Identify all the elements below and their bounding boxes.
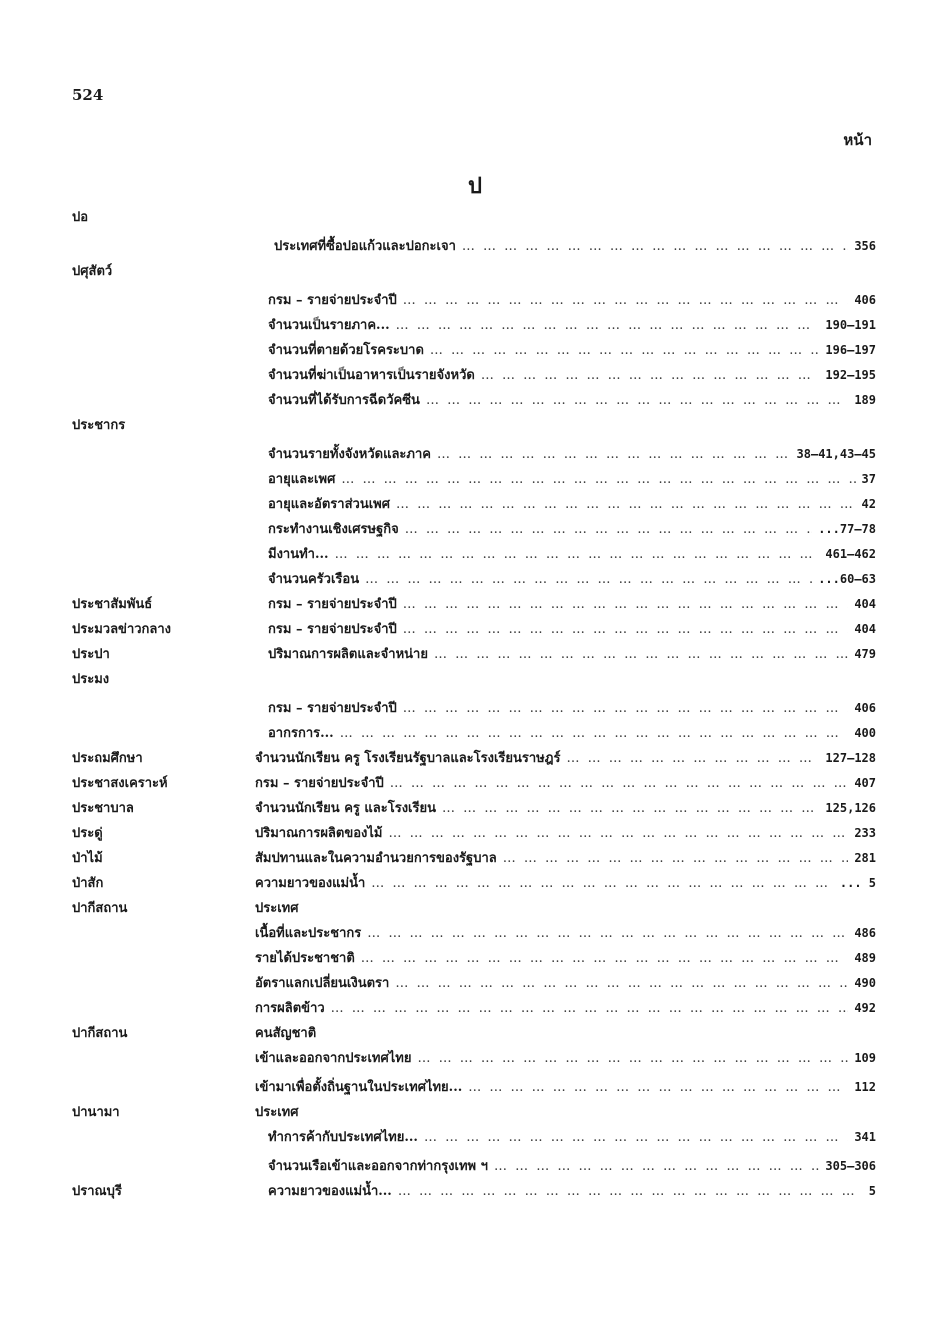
page-reference: 196–197 <box>825 343 876 357</box>
page-reference: 492 <box>854 1001 876 1015</box>
subentry-text: ประเทศที่ซื้อปอแก้วและปอกะเจา <box>274 239 456 254</box>
index-subentry <box>255 896 876 921</box>
index-row <box>72 442 876 467</box>
index-heading: ปากีสถาน <box>72 901 128 916</box>
index-subentry <box>255 821 876 846</box>
leader-dots <box>341 467 855 492</box>
index-subentry <box>255 1046 876 1071</box>
index-row <box>72 388 876 413</box>
subentry-text: อากรการ... <box>268 726 334 741</box>
index-subentry <box>268 617 876 642</box>
index-heading: ปราณบุรี <box>72 1184 122 1199</box>
index-row <box>72 642 876 667</box>
page-reference: 109 <box>854 1051 876 1065</box>
index-row <box>72 1075 876 1100</box>
page-reference: 400 <box>854 726 876 740</box>
leader-dots <box>398 1179 863 1204</box>
subentry-text: จำนวนที่ตายด้วยโรคระบาด <box>268 343 424 358</box>
index-subentry <box>255 796 876 821</box>
index-subentry <box>255 846 876 871</box>
index-heading: ประมง <box>72 672 110 687</box>
index-subentry <box>268 288 876 313</box>
subentry-text: ประเทศ <box>255 1105 299 1120</box>
index-row <box>72 1154 876 1179</box>
index-row <box>72 1046 876 1071</box>
leader-dots <box>503 846 849 871</box>
index-subentry <box>268 517 876 542</box>
subentry-text: จำนวนเรือเข้าและออกจากท่ากรุงเทพ ฯ <box>268 1159 488 1174</box>
leader-dots <box>395 971 848 996</box>
subentry-text: กระทำงานเชิงเศรษฐกิจ <box>268 522 399 537</box>
subentry-text: ประเทศ <box>255 901 299 916</box>
page-reference: 281 <box>854 851 876 865</box>
leader-dots <box>442 796 819 821</box>
leader-dots <box>403 696 849 721</box>
index-heading: ประชากร <box>72 418 126 433</box>
index-subentry <box>255 921 876 946</box>
leader-dots <box>389 821 849 846</box>
index-row <box>72 667 876 692</box>
page-reference: 5 <box>868 1184 876 1198</box>
subentry-text: สัมปทานและในความอำนวยการของรัฐบาล <box>255 851 497 866</box>
index-row <box>72 796 876 821</box>
leader-dots <box>367 921 848 946</box>
subentry-text: อายุและอัตราส่วนเพศ <box>268 497 390 512</box>
index-row <box>72 771 876 796</box>
index-row <box>72 234 876 259</box>
index-entries <box>72 205 876 1204</box>
index-subentry <box>268 492 876 517</box>
index-row <box>72 821 876 846</box>
leader-dots <box>424 1125 848 1150</box>
index-subentry <box>268 642 876 667</box>
subentry-text: คนสัญชาติ <box>255 1026 317 1041</box>
index-heading: ประมวลข่าวกลาง <box>72 622 172 637</box>
page-reference: 112 <box>854 1080 876 1094</box>
index-row <box>72 413 876 438</box>
index-row <box>72 363 876 388</box>
subentry-text: ปริมาณการผลิตของไม้ <box>255 826 383 841</box>
leader-dots <box>340 721 849 746</box>
index-subentry <box>255 1100 876 1125</box>
leader-dots <box>462 234 848 259</box>
index-subentry <box>268 1154 876 1179</box>
index-heading: ปศุสัตว์ <box>72 264 113 279</box>
leader-dots <box>396 492 856 517</box>
index-subentry <box>268 467 876 492</box>
leader-dots <box>403 617 849 642</box>
subentry-text: จำนวนนักเรียน ครู และโรงเรียน <box>255 801 436 816</box>
index-row <box>72 467 876 492</box>
page-reference: 486 <box>854 926 876 940</box>
subentry-text: มีงานทำ... <box>268 547 329 562</box>
index-row <box>72 1021 876 1046</box>
leader-dots <box>434 642 848 667</box>
index-row <box>72 288 876 313</box>
subentry-text: อายุและเพศ <box>268 472 336 487</box>
index-heading: ประชาสัมพันธ์ <box>72 597 153 612</box>
index-row <box>72 1125 876 1150</box>
page-reference: 404 <box>854 622 876 636</box>
subentry-text: ปริมาณการผลิตและจำหน่าย <box>268 647 428 662</box>
index-subentry <box>268 363 876 388</box>
index-row <box>72 996 876 1021</box>
subentry-text: เข้าและออกจากประเทศไทย <box>255 1051 412 1066</box>
subentry-text: กรม – รายจ่ายประจำปี <box>268 622 397 637</box>
index-subentry <box>268 1125 876 1150</box>
index-row <box>72 871 876 896</box>
subentry-text: รายได้ประชาชาติ <box>255 951 355 966</box>
subentry-text: เนื้อที่และประชากร <box>255 926 362 941</box>
subentry-text: กรม – รายจ่ายประจำปี <box>268 293 397 308</box>
subentry-text: เข้ามาเพื่อตั้งถิ่นฐานในประเทศไทย... <box>255 1080 463 1095</box>
index-row <box>72 921 876 946</box>
subentry-text: กรม – รายจ่ายประจำปี <box>268 701 397 716</box>
subentry-text: จำนวนที่ฆ่าเป็นอาหารเป็นรายจังหวัด <box>268 368 475 383</box>
leader-dots <box>403 288 849 313</box>
page-reference: 42 <box>861 497 876 511</box>
page-reference: ... 5 <box>839 876 876 890</box>
page-reference: 233 <box>854 826 876 840</box>
leader-dots <box>403 592 849 617</box>
page-reference: 356 <box>854 239 876 253</box>
page-reference: 127–128 <box>825 751 876 765</box>
subentry-text: จำนวนนักเรียน ครู โรงเรียนรัฐบาลและโรงเรียนราษฎร์ <box>255 751 561 766</box>
index-subentry <box>255 971 876 996</box>
page-reference: 192–195 <box>825 368 876 382</box>
page-reference: 461–462 <box>825 547 876 561</box>
leader-dots <box>361 946 849 971</box>
index-row <box>72 846 876 871</box>
index-row <box>72 492 876 517</box>
index-row <box>72 517 876 542</box>
index-row <box>72 896 876 921</box>
page-reference: 38–41,43–45 <box>796 447 876 461</box>
leader-dots <box>335 542 820 567</box>
index-subentry <box>268 721 876 746</box>
leader-dots <box>426 388 848 413</box>
index-subentry <box>268 388 876 413</box>
section-letter: ป <box>468 173 482 199</box>
leader-dots <box>331 996 849 1021</box>
page-reference: 406 <box>854 701 876 715</box>
subentry-text: ความยาวของแม่น้ำ <box>255 876 366 891</box>
page-reference: 490 <box>854 976 876 990</box>
page-reference: 305–306 <box>825 1159 876 1173</box>
index-row <box>72 338 876 363</box>
leader-dots <box>371 871 834 896</box>
page-reference: 189 <box>854 393 876 407</box>
index-subentry <box>255 1075 876 1100</box>
leader-dots <box>437 442 791 467</box>
index-heading: ปอ <box>72 210 89 225</box>
page-reference: 404 <box>854 597 876 611</box>
index-subentry <box>255 946 876 971</box>
index-subentry <box>255 871 876 896</box>
index-heading: ประถมศึกษา <box>72 751 143 766</box>
leader-dots <box>468 1075 848 1100</box>
index-heading: ประปา <box>72 647 110 662</box>
leader-dots <box>430 338 820 363</box>
index-subentry <box>268 542 876 567</box>
page-number: 524 <box>72 86 104 104</box>
subentry-text: ความยาวของแม่น้ำ... <box>268 1184 392 1199</box>
page-reference: 407 <box>854 776 876 790</box>
index-heading: ประดู่ <box>72 826 103 841</box>
index-subentry <box>268 567 876 592</box>
index-heading: ป่าสัก <box>72 876 104 891</box>
leader-dots <box>365 567 812 592</box>
index-row <box>72 971 876 996</box>
index-row <box>72 205 876 230</box>
subentry-text: จำนวนครัวเรือน <box>268 572 360 587</box>
subentry-text: อัตราแลกเปลี่ยนเงินตรา <box>255 976 390 991</box>
page-reference: 479 <box>854 647 876 661</box>
subentry-text: กรม – รายจ่ายประจำปี <box>268 597 397 612</box>
index-row <box>72 1100 876 1125</box>
index-subentry <box>268 338 876 363</box>
subentry-text: จำนวนรายทั้งจังหวัดและภาค <box>268 447 431 462</box>
leader-dots <box>566 746 819 771</box>
leader-dots <box>405 517 812 542</box>
page-reference: 489 <box>854 951 876 965</box>
index-row <box>72 313 876 338</box>
index-subentry <box>255 771 876 796</box>
index-row <box>72 592 876 617</box>
page-reference: ...77–78 <box>818 522 876 536</box>
index-subentry <box>255 746 876 771</box>
page-reference: 37 <box>861 472 876 486</box>
index-row <box>72 746 876 771</box>
index-row <box>72 567 876 592</box>
page-reference: 190–191 <box>825 318 876 332</box>
index-subentry <box>268 1179 876 1204</box>
index-heading: ประชาสงเคราะห์ <box>72 776 168 791</box>
index-row <box>72 946 876 971</box>
page-column-label: หน้า <box>843 131 872 149</box>
subentry-text: การผลิตข้าว <box>255 1001 325 1016</box>
leader-dots <box>481 363 820 388</box>
index-subentry <box>255 1021 876 1046</box>
leader-dots <box>396 313 820 338</box>
index-subentry <box>268 442 876 467</box>
index-subentry <box>268 696 876 721</box>
index-row <box>72 542 876 567</box>
index-subentry <box>268 313 876 338</box>
index-heading: ปากีสถาน <box>72 1026 128 1041</box>
index-row <box>72 721 876 746</box>
leader-dots <box>417 1046 848 1071</box>
index-row <box>72 1179 876 1204</box>
page-reference: ...60–63 <box>818 572 876 586</box>
subentry-text: จำนวนที่ได้รับการฉีดวัคซีน <box>268 393 420 408</box>
index-row <box>72 259 876 284</box>
index-subentry <box>255 996 876 1021</box>
leader-dots <box>494 1154 819 1179</box>
index-heading: ประชาบาล <box>72 801 134 816</box>
index-heading: ป่าไม้ <box>72 851 103 866</box>
subentry-text: ทำการค้ากับประเทศไทย... <box>268 1130 418 1145</box>
index-subentry <box>268 592 876 617</box>
index-row <box>72 696 876 721</box>
page-reference: 406 <box>854 293 876 307</box>
index-heading: ปานามา <box>72 1105 120 1120</box>
subentry-text: จำนวนเป็นรายภาค... <box>268 318 390 333</box>
subentry-text: กรม – รายจ่ายประจำปี <box>255 776 384 791</box>
index-subentry <box>274 234 876 259</box>
page-reference: 125,126 <box>825 801 876 815</box>
index-row <box>72 617 876 642</box>
page-reference: 341 <box>854 1130 876 1144</box>
leader-dots <box>390 771 849 796</box>
